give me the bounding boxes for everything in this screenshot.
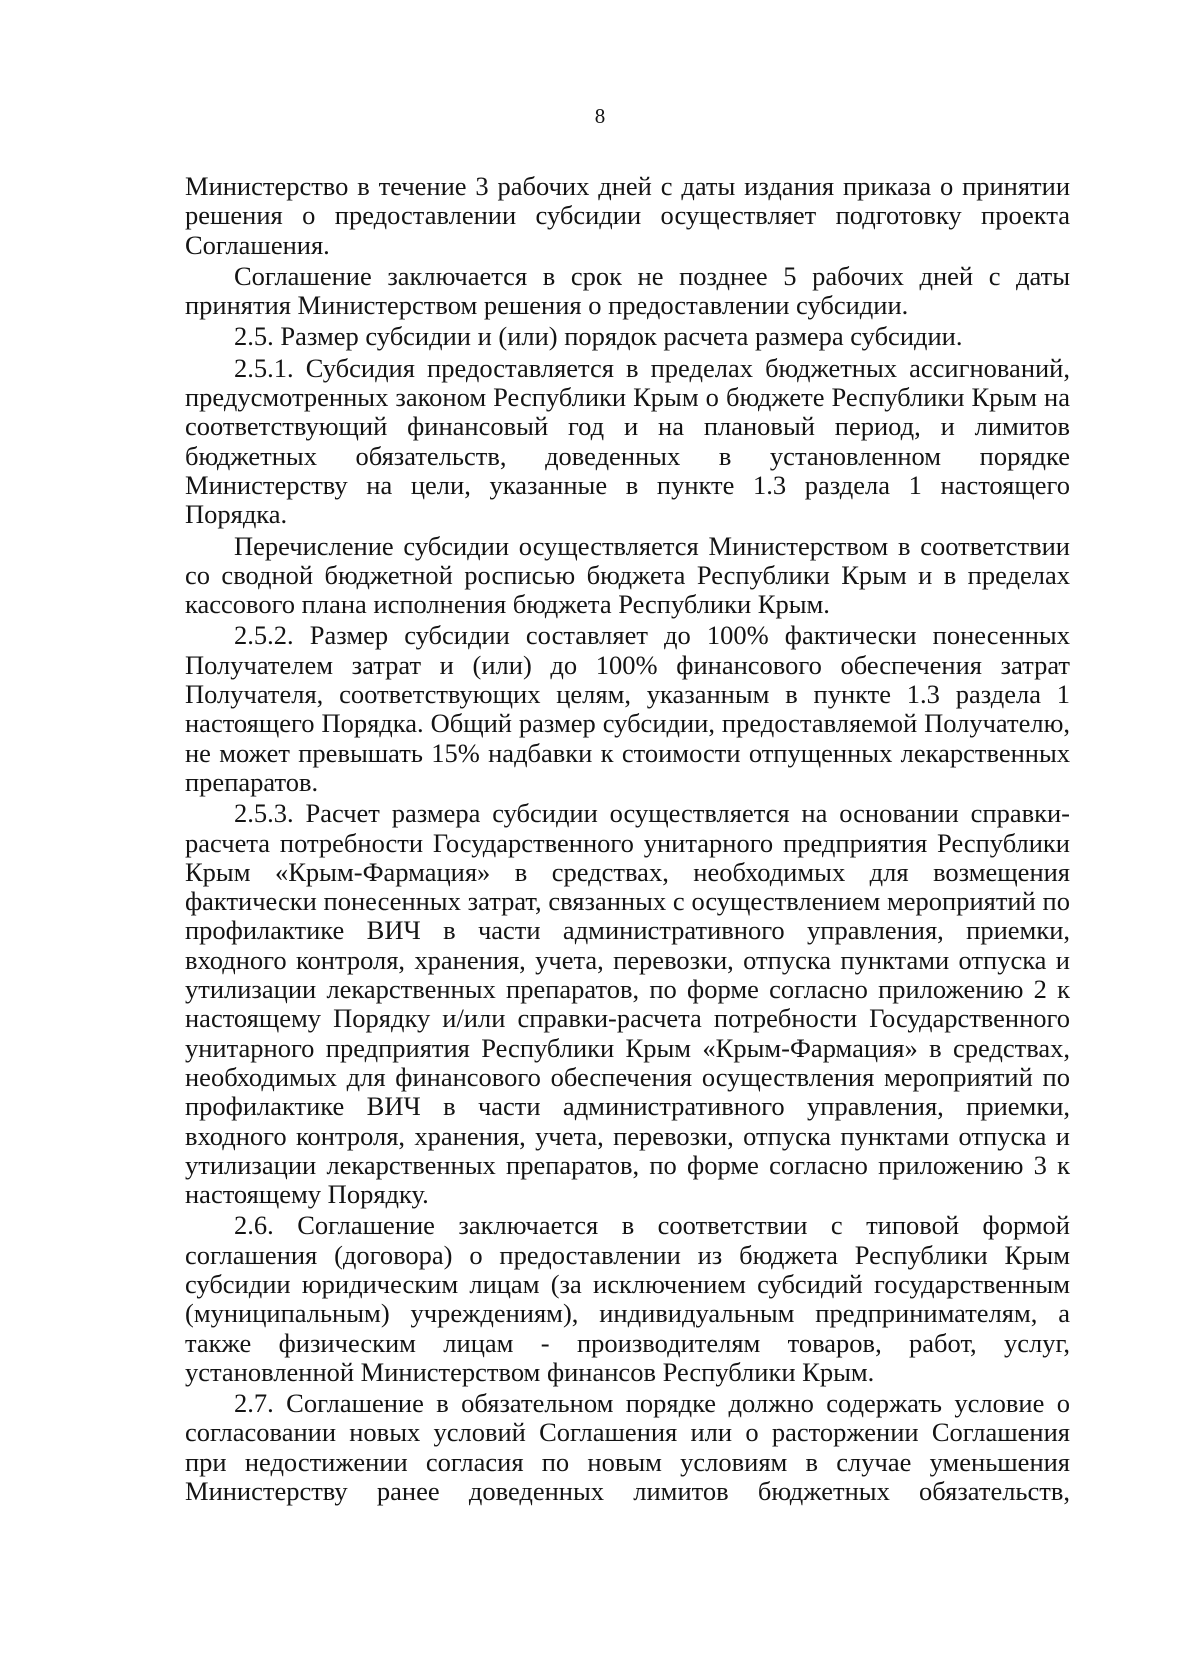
paragraph-2-7: 2.7. Соглашение в обязательном порядке должно содержать условие о согласовании новых условий Соглашения или о расторжении Соглашения при недостижении согласия по новым условиям в случае уменьшения Министерству ранее доведенных лимитов бюджетных обязательств,: [185, 1388, 1070, 1507]
paragraph-agreement-deadline: Соглашение заключается в срок не позднее 5 рабочих дней с даты принятия Министерством решения о предоставлении субсидии.: [185, 260, 1070, 321]
paragraph-2-5-2: 2.5.2. Размер субсидии составляет до 100% фактически понесенных Получателем затрат и (или) до 100% финансового обеспечения затрат Получателя, соответствующих целям, указанным в пункте 1.3 раздела 1 настоящего Порядка. Общий размер субсидии, предоставляемой Получателю, не может превышать 15% надбавки к стоимости отпущенных лекарственных препаратов.: [185, 620, 1070, 797]
paragraph-ministry-preparation: Министерство в течение 3 рабочих дней с даты издания приказа о принятии решения о предоставлении субсидии осуществляет подготовку проекта Соглашения.: [185, 171, 1070, 260]
page-number: 8: [594, 104, 606, 128]
paragraph-subsidy-transfer: Перечисление субсидии осуществляется Министерством в соответствии со сводной бюджетной росписью бюджета Республики Крым и в пределах кассового плана исполнения бюджета Республики Крым.: [185, 530, 1070, 620]
document-body: [185, 172, 1070, 1508]
paragraph-2-5-heading: 2.5. Размер субсидии и (или) порядок расчета размера субсидии.: [234, 321, 963, 352]
paragraph-2-6: 2.6. Соглашение заключается в соответствии с типовой формой соглашения (договора) о предоставлении из бюджета Республики Крым субсидии юридическим лицам (за исключением субсидий государственным (муниципальным) учреждениям), индивидуальным предпринимателям, а также физическим лицам - производителям товаров, работ, услуг, установленной Министерством финансов Республики Крым.: [185, 1210, 1070, 1387]
paragraph-2-5-1: 2.5.1. Субсидия предоставляется в пределах бюджетных ассигнований, предусмотренных законом Республики Крым о бюджете Республики Крым на соответствующий финансовый год и на плановый период, и лимитов бюджетных обязательств, доведенных в установленном порядке Министерству на цели, указанные в пункте 1.3 раздела 1 настоящего Порядка.: [185, 352, 1070, 530]
paragraph-2-5-3: 2.5.3. Расчет размера субсидии осуществляется на основании справки-расчета потребности Государственного унитарного предприятия Республики Крым «Крым-Фармация» в средствах, необходимых для возмещения фактически понесенных затрат, связанных с осуществлением мероприятий по профилактике ВИЧ в части административного управления, приемки, входного контроля, хранения, учета, перевозки, отпуска пунктами отпуска и утилизации лекарственных препаратов, по форме согласно приложению 2 к настоящему Порядку и/или справки-расчета потребности Государственного унитарного предприятия Республики Крым «Крым-Фармация» в средствах, необходимых для финансового обеспечения осуществления мероприятий по профилактике ВИЧ в части административного управления, приемки, входного контроля, хранения, учета, перевозки, отпуска пунктами отпуска и утилизации лекарственных препаратов, по форме согласно приложению 3 к настоящему Порядку.: [185, 798, 1070, 1210]
